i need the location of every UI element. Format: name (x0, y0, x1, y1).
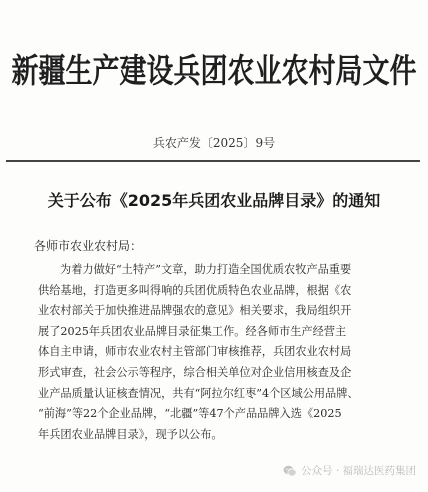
body-line: “前海”等22个企业品牌，“北疆”等47个产品品牌入选《2025 (38, 407, 342, 421)
body-line: 年兵团农业品牌目录》，现予以公布。 (38, 427, 223, 441)
body-line: 体自主申请，师市农业农村主管部门审核推荐，兵团农业农村局 (38, 345, 352, 359)
body-line: 展了2025年兵团农业品牌目录征集工作。经各师市生产经营主 (38, 324, 347, 338)
body-line: 形式审查，社会公示等程序，综合相关单位对企业信用核查及企 (38, 365, 352, 379)
document-number: 兵农产发〔2025〕9号 (152, 136, 276, 150)
body-line: 供给基地，打造更多叫得响的兵团优质特色农业品牌，根据《农 (38, 283, 352, 297)
salutation: 各师市农业农村局： (34, 239, 143, 253)
watermark (283, 463, 416, 478)
header-divider (6, 160, 420, 162)
body-line: 为着力做好“土特产”文章，助力打造全国优质农牧产品重要 (60, 263, 352, 276)
body-line: 业产品质量认证核查情况，共有“阿拉尔红枣”4个区域公用品牌、 (38, 386, 359, 400)
wechat-icon (283, 464, 297, 478)
document-header-title: 新疆生产建设兵团农业农村局文件 (11, 52, 417, 91)
body-paragraph (38, 260, 396, 445)
watermark-text: 公众号 · 福瑞达医药集团 (300, 465, 416, 477)
notice-title: 关于公布《2025年兵团农业品牌目录》的通知 (47, 191, 381, 210)
body-line: 业农村部关于加快推进品牌强农的意见》相关要求，我局组织开 (38, 304, 352, 318)
